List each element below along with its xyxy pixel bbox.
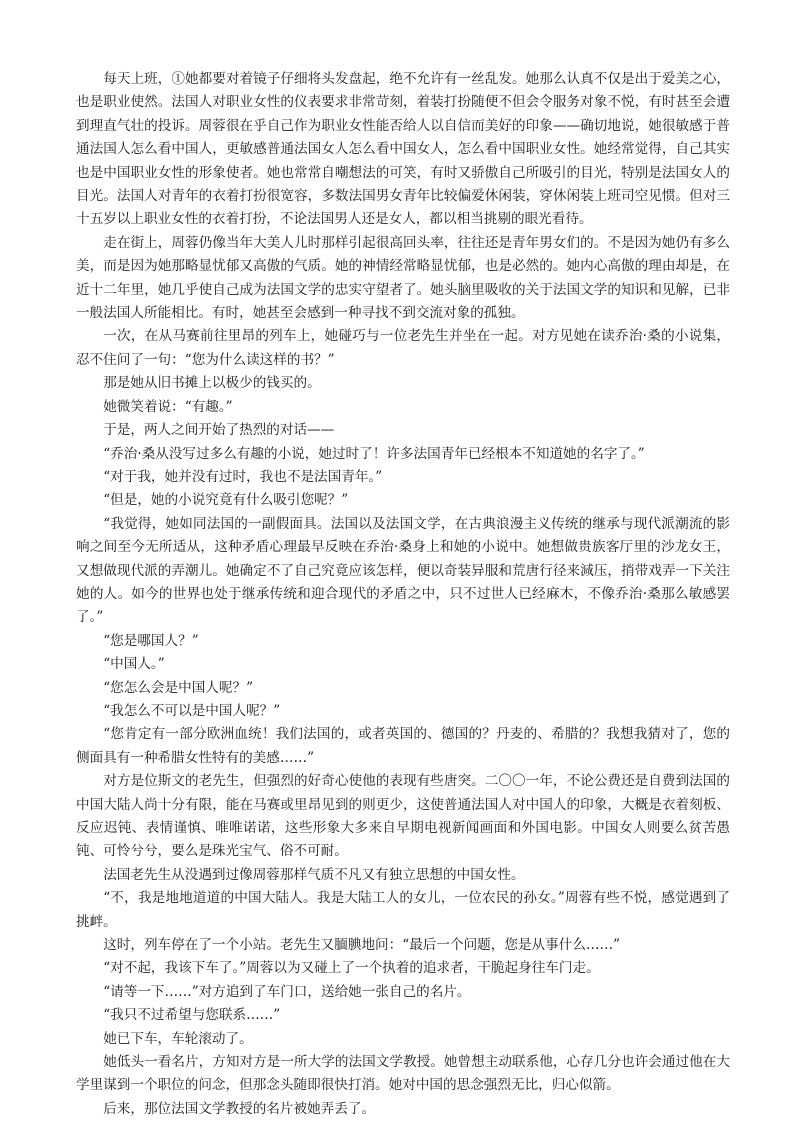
- dialogue-line: “您肯定有一部分欧洲血统！我们法国的，或者英国的、德国的？丹麦的、希腊的？我想我猜对了，您的侧面具有一种希腊女性特有的美感……”: [76, 726, 730, 766]
- dialogue-line: “乔治·桑从没写过多么有趣的小说，她过时了！许多法国青年已经根本不知道她的名字了。”: [103, 445, 645, 462]
- dialogue-line: “但是，她的小说究竟有什么吸引您呢？”: [103, 492, 349, 509]
- paragraph: 她已下车，车轮滚动了。: [103, 1030, 253, 1047]
- paragraph: 后来，那位法国文学教授的名片被她弄丢了。: [103, 1100, 376, 1117]
- dialogue-line: “对于我，她并没有过时，我也不是法国青年。”: [103, 468, 383, 485]
- paragraph: 她低头一看名片，方知对方是一所大学的法国文学教授。她曾想主动联系他，心存几分也许会通过他在大学里谋到一个职位的问念，但那念头随即很快打消。她对中国的思念强烈无比，归心似箭。: [76, 1054, 730, 1094]
- dialogue-line: “您怎么会是中国人呢？”: [103, 679, 254, 696]
- document-body: [76, 68, 730, 1121]
- paragraph: 每天上班，①她都要对着镜子仔细将头发盘起，绝不允许有一丝乱发。她那么认真不仅是出于爱美之心，也是职业使然。法国人对职业女性的仪表要求非常苛刻，着装打扮随便不但会令服务对象不悦，有时甚至会遭到理直气壮的投诉。周蓉很在乎自己作为职业女性能否给人以自信而美好的印象——确切地说，她很敏感于普通法国人怎么看中国人，更敏感普通法国女人怎么看中国女人，怎么看中国职业女性。她经常觉得，自己其实也是中国职业女性的形象使者。她也常常自嘲想法的可笑，有时又骄傲自己所吸引的目光，特别是法国女人的目光。法国人对青年的衣着打扮很宽容，多数法国男女青年比较偏爱休闲装，穿休闲装上班司空见惯。但对三十五岁以上职业女性的衣着打扮，不论法国男人还是女人，都以相当挑剔的眼光看待。: [76, 71, 730, 228]
- dialogue-line: “我只不过希望与您联系……”: [103, 1007, 281, 1024]
- dialogue-line: “请等一下……”对方追到了车门口，送给她一张自己的名片。: [103, 983, 471, 1000]
- paragraph: 那是她从旧书摊上以极少的钱买的。: [103, 375, 321, 392]
- paragraph: 这时，列车停在了一个小站。老先生又腼腆地问：“最后一个问题，您是从事什么……”: [103, 937, 621, 954]
- dialogue-line: “我觉得，她如同法国的一副假面具。法国以及法国文学，在古典浪漫主义传统的继承与现代派潮流的影响之间至今无所适从，这种矛盾心理最早反映在乔治·桑身上和她的小说中。她想做贵族客厅里的沙龙女王，又想做现代派的弄潮儿。她确定不了自己究竟应该怎样，便以奇装异服和荒唐行径来減压，捎带戏弄一下关注她的人。如今的世界也处于继承传统和迎合现代的矛盾之中，只不过世人已经麻木，不像乔治·桑那么敏感罢了。”: [76, 515, 730, 626]
- dialogue-line: “中国人。”: [103, 656, 165, 673]
- paragraph: 对方是位斯文的老先生，但强烈的好奇心使他的表现有些唐突。二〇〇一年，不论公费还是自费到法国的中国大陆人尚十分有限，能在马赛或里昂见到的则更少，这使普通法国人对中国人的印象，大概是衣着刻板、反应迟钝、表情谨慎、唯唯诺诺，这些形象大多来自早期电视新闻画面和外国电影。中国女人则要么贫苦愚钝、可怜兮兮，要么是珠光宝气、俗不可耐。: [76, 773, 730, 860]
- dialogue-line: “您是哪国人？”: [103, 632, 199, 649]
- paragraph: 法国老先生从没遇到过像周蓉那样气质不凡又有独立思想的中国女性。: [103, 866, 525, 883]
- paragraph: 走在街上，周蓉仍像当年大美人儿时那样引起很高回头率，往往还是青年男女们的。不是因为她仍有多么美，而是因为她那略显忧郁又高傲的气质。她的神情经常略显忧郁，也是必然的。她内心高傲的理由却是，在近十二年里，她几乎使自己成为法国文学的忠实守望者了。她头脑里吸收的关于法国文学的知识和见解，已非一般法国人所能相比。有时，她甚至会感到一种寻找不到交流对象的孤独。: [76, 234, 730, 322]
- dialogue-line: “我怎么不可以是中国人呢？”: [103, 702, 281, 719]
- paragraph: 一次，在从马赛前往里昂的列车上，她碰巧与一位老先生并坐在一起。对方见她在读乔治·桑的小说集，忍不住问了一句：“您为什么读这样的书？”: [76, 328, 730, 368]
- dialogue-line: “不，我是地地道道的中国大陆人。我是大陆工人的女儿，一位农民的孙女。”周蓉有些不悦，感觉遇到了挑衅。: [76, 890, 730, 930]
- paragraph: 她微笑着说：“有趣。”: [103, 398, 233, 415]
- paragraph: 于是，两人之间开始了热烈的对话——: [103, 422, 335, 439]
- dialogue-line: “对不起，我该下车了。”周蓉以为又碰上了一个执着的追求者，干脆起身往车门走。: [103, 960, 600, 977]
